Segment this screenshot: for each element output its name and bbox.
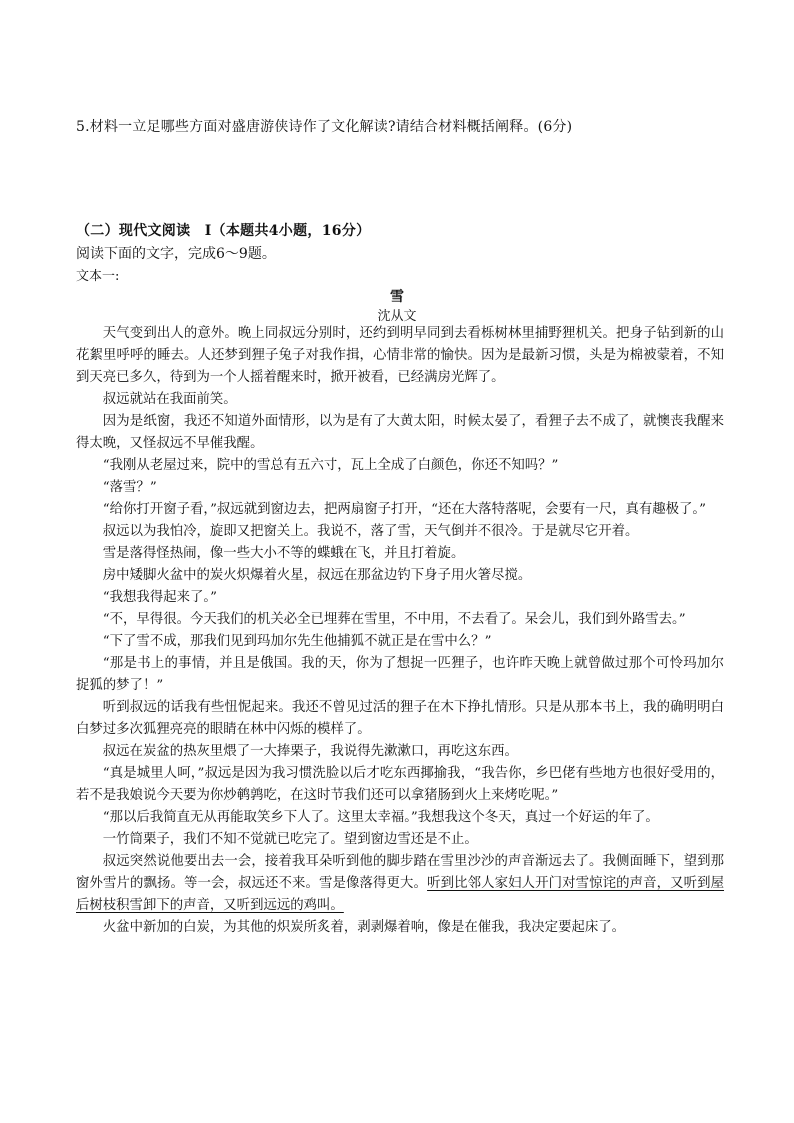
paragraph: “那以后我简直无从再能取笑乡下人了。这里太幸福。”我想我这个冬天，真过一个好运的年了。 [102, 810, 659, 825]
question-5: 5.材料一立足哪些方面对盛唐游侠诗作了文化解读?请结合材料概括阐释。(6分) [76, 119, 573, 135]
underlined-sentence: 听到比邻人家妇人开门对雪惊诧的声音，又听到屋后树枝积雪卸下的声音，又听到远远的鸡叫。 [76, 876, 725, 913]
paragraph: “给你打开窗子看，”叔远就到窗边去，把两扇窗子打开，“还在大落特落呢，会要有一尺，真有趣极了。” [102, 502, 706, 517]
paragraph: “下了雪不成，那我们见到玛加尔先生他捕狐不就正是在雪中么？” [102, 634, 492, 649]
paragraph: “落雪？” [102, 480, 157, 495]
section-heading: （二）现代文阅读 Ⅰ（本题共4小题，16分） [76, 223, 371, 239]
essay-author: 沈从文 [377, 309, 417, 324]
paragraph: “那是书上的事情，并且是俄国。我的天，你为了想捉一匹狸子，也许昨天晚上就曾做过那个可怜玛加尔捉狐的梦了！” [76, 656, 724, 693]
paragraph: 听到叔远的话我有些忸怩起来。我还不曾见过活的狸子在木下挣扎情形。只是从那本书上，我的确明明白白梦过多次狐狸亮亮的眼睛在林中闪烁的模样了。 [76, 700, 724, 737]
essay-body [76, 323, 724, 939]
paragraph: 叔远在炭盆的热灰里煨了一大捧栗子，我说得先漱漱口，再吃这东西。 [102, 744, 518, 759]
paragraph: “不，早得很。今天我们的机关必全已埋葬在雪里，不中用，不去看了。呆会儿，我们到外路雪去。” [102, 612, 686, 627]
essay-title: 雪 [390, 289, 404, 305]
paragraph: “我刚从老屋过来，院中的雪总有五六寸，瓦上全成了白颜色，你还不知吗？” [102, 458, 559, 473]
paragraph-with-underline [76, 851, 724, 917]
text-label: 文本一: [76, 269, 120, 284]
paragraph-text: 叔远突然说他要出去一会，接着我耳朵听到他的脚步踏在雪里沙沙的声音渐远去了。我侧面睡下，望到那窗外雪片的飘扬。等一会，叔远还不来。雪是像落得更大。 [76, 854, 724, 891]
reading-instruction: 阅读下面的文字，完成6～9题。 [76, 246, 276, 262]
paragraph: 叔远就站在我面前笑。 [102, 392, 237, 407]
paragraph: “我想我得起来了。” [102, 590, 217, 605]
paragraph: 雪是落得怪热闹，像一些大小不等的蝶蛾在飞，并且打着旋。 [102, 546, 465, 561]
paragraph: 叔远以为我怕冷，旋即又把窗关上。我说不，落了雪，天气倒并不很冷。于是就尽它开着。 [102, 524, 639, 539]
paragraph: 天气变到出人的意外。晚上同叔远分别时，还约到明早同到去看栎树林里捕野狸机关。把身子钻到新的山花絮里呼呼的睡去。人还梦到狸子兔子对我作揖，心情非常的愉快。因为是最新习惯，头是为棉被蒙着，不知到天亮已多久，待到为一个人摇着醒来时，掀开被看，已经满房光辉了。 [76, 326, 724, 385]
paragraph: 因为是纸窗，我还不知道外面情形，以为是有了大黄太阳，时候太晏了，看狸子去不成了，就懊丧我醒来得太晚，又怪叔远不早催我醒。 [76, 414, 724, 451]
paragraph: 房中矮脚火盆中的炭火炽爆着火星，叔远在那盆边钓下身子用火箸尽搅。 [102, 568, 532, 583]
paragraph: “真是城里人呵，”叔远是因为我习惯洗脸以后才吃东西揶揄我，“我告你，乡巴佬有些地方也很好受用的，若不是我娘说今天要为你炒鹌鹑吃，在这时节我们还可以拿猪肠到火上来烤吃呢。” [76, 766, 724, 803]
paragraph: 火盆中新加的白炭，为其他的炽炭所炙着，剥剥爆着响，像是在催我，我决定要起床了。 [102, 920, 626, 935]
paragraph: 一竹筒栗子，我们不知不觉就已吃完了。望到窗边雪还是不止。 [102, 832, 478, 847]
